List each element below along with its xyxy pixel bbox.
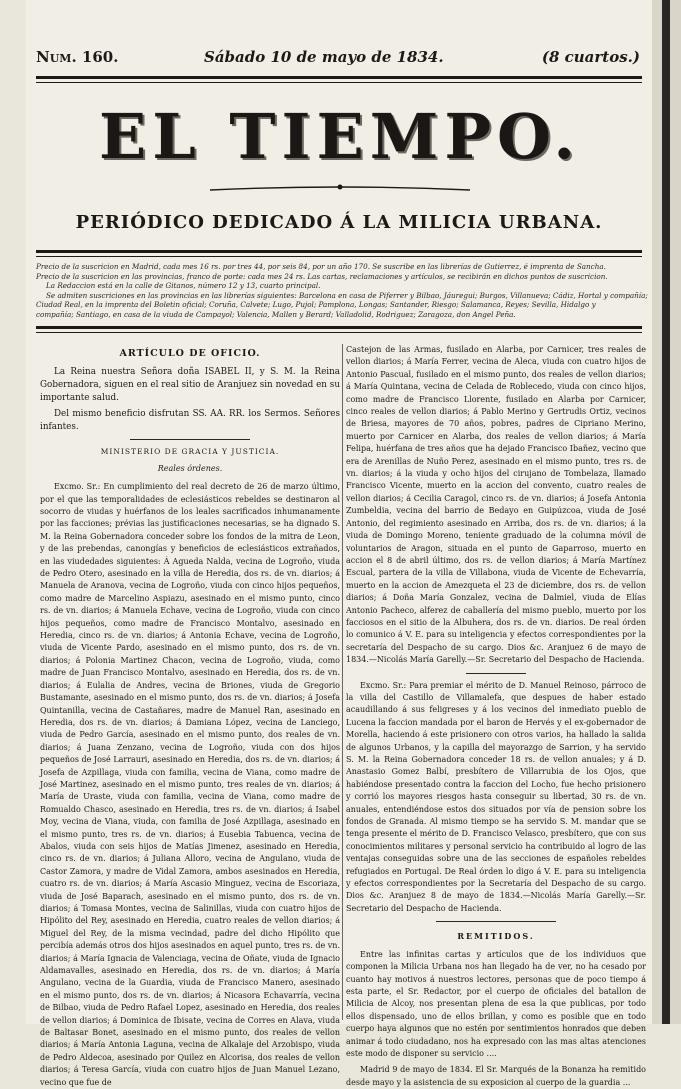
column-separator <box>342 344 343 1020</box>
orders-subheading: Reales órdenes. <box>157 463 223 473</box>
page-binding-shadow <box>662 0 670 1024</box>
page-edge <box>652 0 681 1024</box>
paragraph: Castejon de las Armas, fusilado en Alarba, por Carnicer, tres reales de vellon diarios; á María Ferrer, vecina de Aleca, viuda con cuatro hijos de Antonio Pascual, fusilado en el mismo punto, dos reales de vellon diarios; á María Quintana, vecina de Celada de Roblecedo, viuda con cinco hijos, como madre de Francisco Llorente, fusilado en Alarba por Carnicer, cinco reales de vellon diarios; á Pablo Merino y Gertrudis Ortiz, vecinos de Briesa, mayores de 70 años, pobres, padres de Cipriano Merino, muerto por Carnicer en Alarba, dos reales de vellon diarios; á María Felipa, huérfana de tres años que ha dejado Francisco Ibañez, vecino que era de Arenillas de Nuño Perez, asesinado en el mismo punto, tres rs. de vn. diarios; á la viuda y ocho hijos del cirujano de Tombelaza, llamado Francisco Vicente, muerto en la accion del convento, cuatro reales de vellon diarios; á Cecilia Caragol, cinco rs. de vn. diarios; á Josefa Antonia Zumbeldia, vecina del barrio de Bedayo en Guipúzcoa, viuda de José Antonio, del regimiento asesinado en Arriba, dos rs. de vn. diarios; á la viuda de Domingo Moreno, teniente graduado de la columna móvil de voluntarios de Aragon, situada en el punto de Gaparroso, muerto en accion el 8 de abril último, dos rs. de vellon diarios; á María Martínez Escual, partera de la villa de Villabona, viuda de Vicente de Echevarría, muerto en la accion de Amezqueta el 23 de diciembre, dos rs. de vellon diarios; á Doña María Gonzalez, vecina de Dalmiel, viuda de Elías Antonio Pacheco, alferez de caballería del mismo pueblo, muerto por los facciosos en el sitio de la Albuhera, dos rs. de vn. diarios. De real órden lo comunico á V. E. para su inteligencia y efectos correspondientes por la secretaría del Despacho de su cargo. Dios &c. Aranjuez 6 de mayo de 1834.—Nicolás María Garelly.—Sr. Secretario del Despacho de Hacienda. <box>346 345 646 665</box>
paragraph: Madrid 9 de mayo de 1834. El Sr. Marqués de la Bonanza ha remitido desde mayo y la asistencia de su exposicion al cuerpo de la guardia ... <box>346 1065 646 1087</box>
ministry-heading: MINISTERIO DE GRACIA Y JUSTICIA. <box>100 447 280 457</box>
masthead-flourish <box>210 182 470 196</box>
issue-price: (8 cuartos.) <box>541 48 640 66</box>
columns-top-rule-thick <box>36 326 642 329</box>
notice-line: Se admiten suscriciones en las provincias en las librerías siguientes: Barcelona en casa de Piferrer y Bilbao, Jáuregui; Burgos, Villanueva; Cádiz, Hortal y compañía; <box>46 290 648 300</box>
notice-line: Precio de la suscricion en Madrid, cada mes 16 rs. por tres 44, por seis 84, por un año 170. Se suscribe en las librerías de Gutierrez, é imprenta de Sancha. <box>36 262 606 271</box>
paragraph: La Reina nuestra Señora doña ISABEL II, y S. M. la Reina Gobernadora, siguen en el real sitio de Aranjuez sin novedad en su importante salud. <box>40 367 340 403</box>
remitidos-heading: REMITIDOS. <box>457 931 535 942</box>
section-title-oficio: ARTÍCULO DE OFICIO. <box>119 348 261 359</box>
paragraph: Excmo. Sr.: Para premiar el mérito de D. Manuel Reinoso, párroco de la villa del Castillo de Villamalefa, que despues de haber estado acaudillando á sus feligreses y á los vecinos del inmediato pueblo de Lucena la faccion mandada por el baron de Hervés y el ex-gobernador de Morella, haciendo á este prisionero con otros varios, ha hallado la salida de algunos Urbanos, y la capilla del mayorazgo de Sarrion, y ha servido S. M. la Reina Gobernadora conceder 18 rs. de vellon anuales; y á D. Anastasio Gomez Balbí, presbítero de Villarrubia de los Ojos, que habiéndose presentado contra la faccion del Locho, fue hecho prisionero y corrió los mayores riesgos hasta conseguir su libertad, 30 rs. de vn. anuales, entendiéndose estos dos situados por vía de pension sobre los fondos de Granada. Al mismo tiempo se ha servido S. M. mandar que se tenga presente el mérito de D. Francisco Velasco, presbítero, que con sus conocimientos militares y personal servicio ha contribuido al logro de las ventajas conseguidas sobre una de las secciones de españoles rebeldes refugiados en Portugal. De Real órden lo digo á V. E. para su inteligencia y efectos correspondientes por la Secretaría del Despacho de su cargo. Dios &c. Aranjuez 8 de mayo de 1834.—Nicolás María Garelly.—Sr. Secretario del Despacho de Hacienda. <box>346 680 646 913</box>
divider <box>436 921 556 922</box>
notice-line: Ciudad Real, en la imprenta del Boletin oficial; Coruña, Calvete; Lugo, Pujol; Pamplona, Longas; Santander, Riesgo; Salamanca, Reyes; Sevilla, Hidalgo y <box>36 300 596 310</box>
paragraph: Entre las infinitas cartas y artículos que de los individuos que componen la Milicia Urbana nos han llegado ha de ver, no ha cesado por cuanto hay motivos á nuestros lectores, personas que de poco tiempo á esta parte, el Sr. Redactor, por el cuerpo de oficiales del batallon de Milicia de Alcoy, nos presentan plena de esa la que publicas, por todo ellos dispensado, uno de ellos brillan, y como es posible que en todo cuerpo haya algunos que no estén por sentimientos honrados que deben animar á todo ciudadano, nos ha expresado con las mas altas atenciones este modo de disponer su servicio .... <box>346 949 646 1058</box>
notice-line: compañía; Santiago, en casa de la viuda de Campayol; Valencia, Mallen y Berard; Valladolid, Rodriguez; Zaragoza, don Angel Peña. <box>36 309 516 319</box>
paragraph: Del mismo beneficio disfrutan SS. AA. RR. los Sermos. Señores infantes. <box>40 409 340 432</box>
divider <box>130 439 250 440</box>
header-rule-thick <box>36 76 642 79</box>
issue-date: Sábado 10 de mayo de 1834. <box>204 48 444 66</box>
masthead-subtitle: PERIÓDICO DEDICADO Á LA MILICIA URBANA. <box>75 212 603 233</box>
left-column <box>40 344 340 1087</box>
header-rule-thin <box>36 82 642 83</box>
issue-number: Num. 160. <box>36 48 119 66</box>
notice-line: Precio de la suscricion en las provincias, franco de porte: cada mes 24 rs. Las cartas, reclamaciones y artículos, se recibirán en dichos puntos de suscricion. <box>36 271 608 281</box>
divider <box>466 673 526 674</box>
masthead-title: EL TIEMPO. <box>98 100 582 173</box>
issue-header <box>36 46 642 80</box>
subtitle-rule-thin <box>36 256 642 257</box>
subscription-notice <box>36 262 648 320</box>
notice-line: La Redaccion está en la calle de Gitanos, número 12 y 13, cuarto principal. <box>46 281 321 291</box>
right-column <box>346 344 646 1087</box>
columns-top-rule-thin <box>36 332 642 333</box>
paragraph: Excmo. Sr.: En cumplimiento del real decreto de 26 de marzo último, por el que las temporalidades de eclesiásticos rebeldes se destinaron al socorro de viudas y huérfanos de los leales sacrificados inhumanamente por las facciones; prévias las justificaciones necesarias, se ha dignado S. M. la Reina Gobernadora conceder sobre los fondos de la mitra de Leon, y de las prebendas, canongías y beneficios de eclesiásticos extrañados, en las viudedades siguientes: Á Agueda Nalda, vecina de Logroño, viuda de Pedro Otero, asesinado en la villa de Heredia, dos rs. de vn. diarios; á Manuela de Aranova, vecina de Logroño, viuda con cinco hijos pequeños, como madre de Marcelino Aspiazu, asesinado en el mismo punto, cinco rs. de vn. diarios; á Manuela Echave, vecina de Logroño, viuda con cinco hijos pequeños, como madre de Francisco Montalvo, asesinado en Heredia, cinco rs. de vn. diarios; á Antonia Echave, vecina de Logroño, viuda de Vicente Pardo, asesinado en el mismo punto, dos rs. de vn. diarios; á Polonia Martinez Chacon, vecina de Logroño, viuda, como madre de Juan Francisco Montalvo, asesinado en Heredia, dos rs. de vn. diarios; á Eulalia de Andres, vecina de Briones, viuda de Gregorio Bustamante, asesinado en el mismo punto, dos rs. de vn. diarios; á Josefa Quintanilla, vecina de Castañares, madre de Manuel Ran, asesinado en Heredia, dos rs. de vn. diarios; á Damiana López, vecina de Lanciego, viuda de Pedro García, asesinado en el mismo punto, dos reales de vn. diarios; á Juana Zenzano, vecina de Logroño, viuda con dos hijos pequeños de José Larrauri, asesinado en Heredia, dos rs. de vn. diarios; á Josefa de Azpillaga, viuda con familia, vecina de Viana, como madre de José Martinez, asesinado en el mismo punto, tres reales de vn. diarios; á María de Uraste, viuda con familia, vecina de Viana, como madre de Romualdo Chasco, asesinado en Heredia, tres rs. de vn. diarios; á Isabel Moy, vecina de Viana, viuda, con familia de José Azpillaga, asesinado en el mismo punto, tres rs. de vn. diarios; á Eusebia Tabuenca, vecina de Abalos, viuda con seis hijos de Matías Jimenez, asesinado en Heredia, cinco rs. de vn. diarios; á Juliana Alloro, vecina de Angulano, viuda de Castor Zamora, y madre de Vidal Zamora, ambos asesinados en Heredia, cuatro rs. de vn. diarios; á María Ascasio Minguez, vecina de Escoriaza, viuda de José Baparach, asesinado en el mismo punto, dos rs. de vn. diarios; á Tomasa Montes, vecina de Salinillas, viuda con cuatro hijos de Hipólito del Rey, asesinado en Heredia, cuatro reales de vellon diarios; á Miguel del Rey, de la misma vecindad, padre del dicho Hipólito que percibía además otros dos hijos asesinados en aquel punto, tres rs. de vn. diarios; á María Ignacia de Valenciaga, vecina de Oñate, viuda de Ignacio Aldamavalles, asesinado en Heredia, dos rs. de vn. diarios; á María Angulano, vecina de la Guardia, viuda de Francisco Manero, asesinado en el mismo punto, dos rs. de vn. diarios; á Nicasora Echavarría, vecina de Bilbao, viuda de Pedro Rafael Lopez, asesinado en Heredia, dos reales de vellon diarios; á Dominica de Ibisate, vecina de Corres en Alava, viuda de Baltasar Bonet, asesinado en el mismo punto, dos reales de vellon diarios; á María Antonia Laguna, vecina de Alkalaje del Arzobispo, viuda de Pedro Aldecoa, asesinado por Quilez en Alcorisa, dos reales de vellon diarios; á Teresa García, viuda con cuatro hijos de Juan Manuel Lezano, vecino que fue de <box>40 482 340 1087</box>
subtitle-rule-thick <box>36 250 642 253</box>
